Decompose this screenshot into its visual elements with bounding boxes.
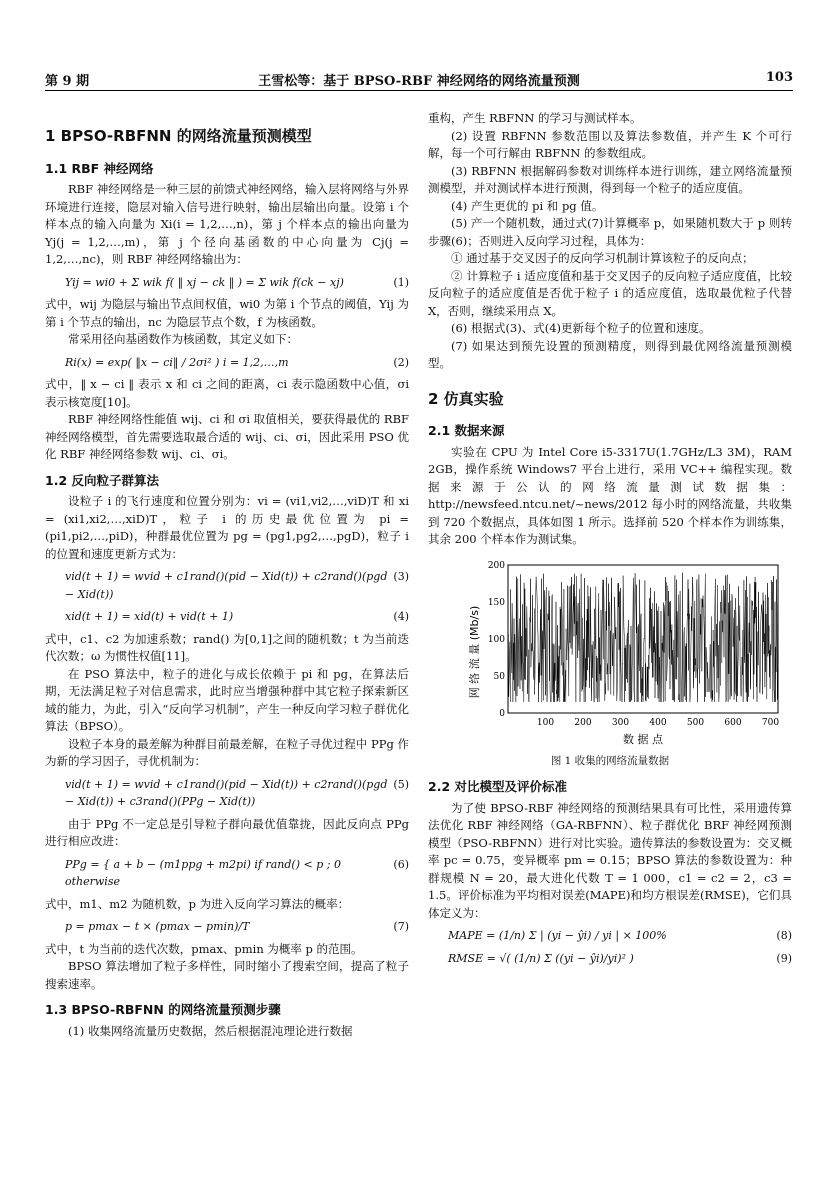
section-2-1-title: 2.1 数据来源 bbox=[428, 423, 505, 438]
paragraph: (5) 产一个随机数，通过式(7)计算概率 p，如果随机数大于 p 则转步骤(6)；否则进入反向学习过程，具体为： bbox=[428, 216, 792, 248]
x-tick-label: 400 bbox=[649, 717, 667, 728]
paragraph: 为了使 BPSO-RBF 神经网络的预测结果具有可比性，采用遗传算法优化 RBF 神经网络（GA-RBFNN）、粒子群优化 BRF 神经网预测模型（PSO-RBFNN）进行对比实验。遗传算法的参数设置为：交叉概率 pc = 0.75，变异概率 pm = 0.15；BPSO 算法的参数设置为：种群规模 N = 20，最大进化代数 T = 1 000，c1 = c2 = 2，c3 = 1.5。评价标准为平均相对误差(MAPE)和均方根误差(RMSE)，它们具体定义为： bbox=[428, 800, 792, 920]
x-tick-label: 500 bbox=[686, 717, 705, 728]
paragraph: 式中，‖ x − ci ‖ 表示 x 和 ci 之间的距离，ci 表示隐函数中心值，σi 表示核宽度[10]。 bbox=[45, 377, 409, 409]
paragraph: (6) 根据式(3)、式(4)更新每个粒子的位置和速度。 bbox=[451, 321, 711, 335]
traffic-chart-svg bbox=[468, 557, 788, 747]
paragraph: (2) 设置 RBFNN 参数范围以及算法参数值，并产生 K 个可行解，每一个可行解由 RBFNN 的参数组成。 bbox=[428, 128, 792, 160]
running-title: 王雪松等：基于 BPSO-RBF 神经网络的网络流量预测 bbox=[258, 74, 580, 89]
y-tick-label: 200 bbox=[487, 560, 505, 571]
paragraph: 式中，m1、m2 为随机数，p 为进入反向学习算法的概率： bbox=[45, 896, 350, 911]
y-tick-label: 50 bbox=[493, 671, 505, 682]
paragraph: 式中，t 为当前的迭代次数，pmax、pmin 为概率 p 的范围。 bbox=[45, 941, 363, 956]
paragraph: 在 PSO 算法中，粒子的进化与成长依赖于 pi 和 pg，在算法后期，无法满足粒子对信息需求，此时应当增强种群中其它粒子探索新区域的能力，为此，引入“反向学习机制”，产生一种反向学习粒子群优化算法（BPSO）。 bbox=[45, 666, 409, 733]
y-axis-label: 网 络 流 量 (Mb/s) bbox=[468, 605, 481, 698]
figure-caption: 图 1 收集的网络流量数据 bbox=[550, 754, 670, 767]
paragraph: 设粒子本身的最差解为种群目前最差解，在粒子寻优过程中 PPg 作为新的学习因子，寻优机制为： bbox=[45, 736, 409, 768]
paragraph: 设粒子 i 的飞行速度和位置分别为：vi = (vi1,vi2,…,viD)T 和 xi = (xi1,xi2,…,xiD)T，粒子 i 的历史最优位置为 pi = (pi1,pi2,…,piD)，种群最优位置为 pg = (pg1,pg2,…,pgD)，粒子 i 的位置和速度更新方式为： bbox=[45, 494, 409, 561]
right-column bbox=[428, 110, 792, 972]
paragraph: 常采用径向基函数作为核函数，其定义如下： bbox=[68, 332, 298, 346]
equation-8: MAPE = (1/n) Σ | (yi − ŷi) / yi | × 100% (8) bbox=[448, 929, 792, 942]
y-tick-label: 150 bbox=[487, 597, 505, 608]
section-1-title: 1 BPSO-RBFNN 的网络流量预测模型 bbox=[45, 127, 312, 145]
equation-4: xid(t + 1) = xid(t) + vid(t + 1) (4) bbox=[65, 610, 409, 623]
x-tick-label: 300 bbox=[611, 717, 630, 728]
page-number: 103 bbox=[765, 70, 793, 85]
equation-6: PPg = { a + b − (m1ppg + m2pi) if rand() < p ; 0 otherwise (6) bbox=[65, 857, 409, 888]
equation-5: vid(t + 1) = wvid + c1rand()(pid − Xid(t)) + c2rand()(pgd − Xid(t)) + c3rand()(PPg − Xid(t)) (5) bbox=[65, 777, 409, 808]
equation-7: p = pmax − t × (pmax − pmin)/T (7) bbox=[65, 920, 409, 933]
paragraph: ① 通过基于交叉因子的反向学习机制计算该粒子的反向点； bbox=[451, 251, 754, 265]
x-tick-label: 200 bbox=[574, 717, 592, 728]
paragraph: RBF 神经网络是一种三层的前馈式神经网络，输入层将网络与外界环境进行连接，隐层对输入信号进行映射，输出层输出向量。设第 i 个样本点的输入向量为 Xi(i = 1,2,…,n)，第 j 个样本点的输出向量为 Yj(j = 1,2,…,m)，第 j 个径向基函数的中心向量为 Cj(j = 1,2,…,nc)，则 RBF 神经网络输出为： bbox=[45, 182, 409, 266]
paragraph: (3) RBFNN 根据解码参数对训练样本进行训练，建立网络流量预测模型，并对测试样本进行预测，得到每一个粒子的适应度值。 bbox=[428, 163, 792, 195]
x-tick-label: 100 bbox=[536, 717, 555, 728]
equation-9: RMSE = √( (1/n) Σ ((yi − ŷi)/yi)² ) (9) bbox=[448, 951, 792, 965]
x-tick-label: 700 bbox=[761, 717, 780, 728]
page-header bbox=[45, 68, 793, 91]
paragraph: (1) 收集网络流量历史数据，然后根据混沌理论进行数据 bbox=[68, 1023, 353, 1038]
section-1-2-title: 1.2 反向粒子群算法 bbox=[45, 472, 159, 488]
section-2-title: 2 仿真实验 bbox=[428, 389, 504, 408]
x-axis-label: 数 据 点 bbox=[623, 732, 663, 746]
issue-number: 第 9 期 bbox=[45, 74, 90, 89]
paragraph: 式中，c1、c2 为加速系数；rand() 为[0,1]之间的随机数；t 为当前迭代次数；ω 为惯性权值[11]。 bbox=[45, 631, 409, 663]
section-1-3-title: 1.3 BPSO-RBFNN 的网络流量预测步骤 bbox=[45, 1002, 281, 1017]
paragraph: 式中，wij 为隐层与输出节点间权值，wi0 为第 i 个节点的阈值，Yij 为第 i 个节点的输出，nc 为隐层节点个数，f 为核函数。 bbox=[45, 297, 409, 329]
paragraph: RBF 神经网络性能值 wij、ci 和 σi 取值相关，要获得最优的 RBF 神经网络模型，首先需要选取最合适的 wij、ci、σi，因此采用 PSO 优化 RBF 神经网络参数 wij、ci、σi。 bbox=[45, 412, 409, 461]
section-2-2-title: 2.2 对比模型及评价标准 bbox=[428, 779, 567, 794]
section-1-1-title: 1.1 RBF 神经网络 bbox=[45, 160, 154, 176]
paragraph: BPSO 算法增加了粒子多样性，同时缩小了搜索空间，提高了粒子搜索速率。 bbox=[45, 959, 409, 991]
traffic-chart bbox=[468, 557, 788, 747]
paragraph: 由于 PPg 不一定总是引导粒子群向最优值靠拢，因此反向点 PPg 进行相应改进： bbox=[45, 816, 409, 848]
equation-3: vid(t + 1) = wvid + c1rand()(pid − Xid(t)) + c2rand()(pgd − Xid(t)) (3) bbox=[65, 570, 409, 601]
x-tick-label: 600 bbox=[724, 717, 742, 728]
y-tick-label: 100 bbox=[487, 634, 505, 645]
paragraph: (7) 如果达到预先设置的预测精度，则得到最优网络流量预测模型。 bbox=[428, 338, 792, 370]
paragraph: ② 计算粒子 i 适应度值和基于交叉因子的反向粒子适应度值，比较反向粒子的适应度值是否优于粒子 i 的适应度值，选取最优粒子代替 X，否则，继续采用点 X。 bbox=[428, 268, 792, 318]
equation-1: Yij = wi0 + Σ wik f( ‖ xj − ck ‖ ) = Σ wik f(ck − xj) (1) bbox=[65, 275, 409, 289]
paragraph: 重构，产生 RBFNN 的学习与测试样本。 bbox=[428, 111, 642, 125]
paragraph: (4) 产生更优的 pi 和 pg 值。 bbox=[451, 198, 604, 213]
equation-2: Ri(x) = exp( ‖x − ci‖ / 2σi² ) i = 1,2,…,m (2) bbox=[65, 355, 409, 369]
paragraph: 实验在 CPU 为 Intel Core i5-3317U(1.7GHz/L3 3M)，RAM 2GB，操作系统 Windows7 平台上进行，采用 VC++ 编程实现。数据来源于公认的网络流量测试数据集：http://newsfeed.ntcu.net/~news/2012 每小时的网络流量，共收集到 720 个数据点，具体如图 1 所示。选择前 520 个样本作为训练集，其余 200 个样本作为测试集。 bbox=[428, 444, 792, 546]
left-column bbox=[45, 110, 409, 1040]
y-tick-label: 0 bbox=[499, 708, 505, 719]
traffic-series-line bbox=[508, 572, 778, 701]
